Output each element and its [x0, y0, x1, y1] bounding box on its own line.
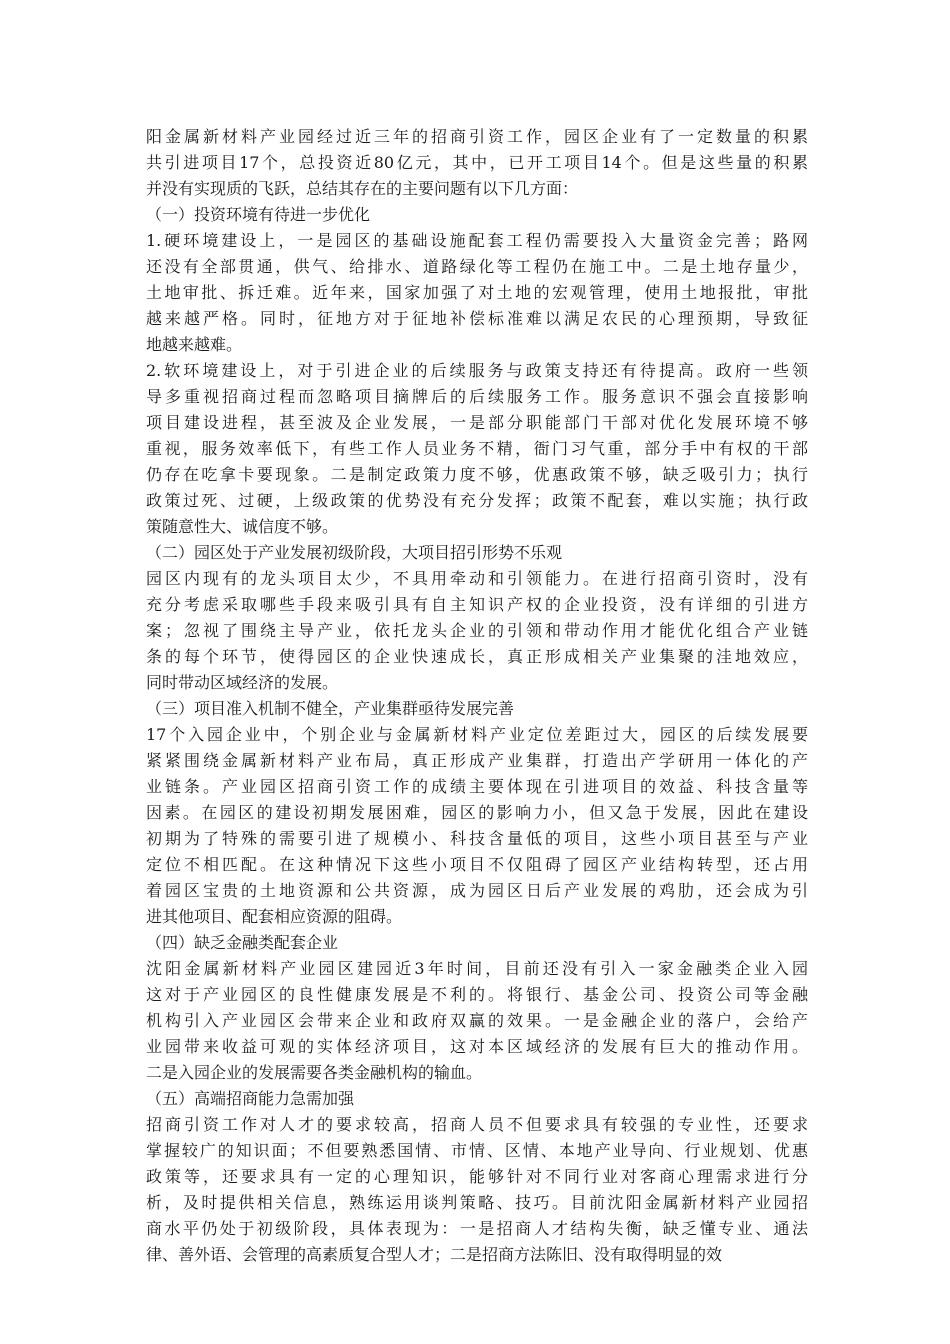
text-line: 律、善外语、会管理的高素质复合型人才；二是招商方法陈旧、没有取得明显的效: [146, 1245, 723, 1264]
text-line: 策随意性大、诚信度不够。: [146, 517, 339, 536]
text-line: 土地审批、拆迁难。近年来，国家加强了对土地的宏观管理，使用土地报批，审批: [146, 283, 808, 302]
text-line: 进其他项目、配套相应资源的阻碍。: [146, 907, 403, 926]
document-body: [146, 124, 808, 1268]
text-line: 案；忽视了围绕主导产业，依托龙头企业的引领和带动作用才能优化组合产业链: [146, 621, 808, 640]
text-line: 17个入园企业中，个别企业与金属新材料产业定位差距过大，园区的后续发展要: [146, 725, 808, 744]
paragraph: [146, 358, 808, 540]
paragraph: [146, 722, 808, 930]
text-line: 仍存在吃拿卡要现象。二是制定政策力度不够，优惠政策不够，缺乏吸引力；执行: [146, 465, 808, 484]
text-line: 商水平仍处于初级阶段，具体表现为：一是招商人才结构失衡，缺乏懂专业、通法: [146, 1219, 808, 1238]
text-line: 地越来越难。: [146, 335, 243, 354]
section-heading: （三）项目准入机制不健全，产业集群亟待发展完善: [146, 699, 515, 718]
text-line: 越来越严格。同时，征地方对于征地补偿标准难以满足农民的心理预期，导致征: [146, 309, 808, 328]
paragraph: [146, 956, 808, 1086]
text-line: 同时带动区域经济的发展。: [146, 673, 339, 692]
text-line: 二是入园企业的发展需要各类金融机构的输血。: [146, 1063, 483, 1082]
text-line: 业链条。产业园区招商引资工作的成绩主要体现在引进项目的效益、科技含量等: [146, 777, 808, 796]
section-heading: （一）投资环境有待进一步优化: [146, 205, 371, 224]
section-heading: （五）高端招商能力急需加强: [146, 1089, 355, 1108]
text-line: 项目建设进程，甚至波及企业发展，一是部分职能部门干部对优化发展环境不够: [146, 413, 808, 432]
text-line: 招商引资工作对人才的要求较高，招商人员不但要求具有较强的专业性，还要求: [146, 1115, 808, 1134]
text-line: 还没有全部贯通，供气、给排水、道路绿化等工程仍在施工中。二是土地存量少，: [146, 257, 808, 276]
text-line: 初期为了特殊的需要引进了规模小、科技含量低的项目，这些小项目甚至与产业: [146, 829, 808, 848]
text-line: 并没有实现质的飞跃，总结其存在的主要问题有以下几方面：: [146, 179, 579, 198]
text-line: 重视，服务效率低下，有些工作人员业务不精，衙门习气重，部分手中有权的干部: [146, 439, 808, 458]
text-line: 共引进项目17个，总投资近80亿元，其中，已开工项目14个。但是这些量的积累: [146, 153, 808, 172]
text-line: 阳金属新材料产业园经过近三年的招商引资工作，园区企业有了一定数量的积累: [146, 127, 808, 146]
text-line: 着园区宝贵的土地资源和公共资源，成为园区日后产业发展的鸡肋，还会成为引: [146, 881, 808, 900]
text-line: 掌握较广的知识面；不但要熟悉国情、市情、区情、本地产业导向、行业规划、优惠: [146, 1141, 808, 1160]
text-line: 条的每个环节，使得园区的企业快速成长，真正形成相关产业集聚的洼地效应，: [146, 647, 808, 666]
text-line: 沈阳金属新材料产业园区建园近3年时间，目前还没有引入一家金融类企业入园: [146, 959, 808, 978]
section-heading: （四）缺乏金融类配套企业: [146, 933, 339, 952]
paragraph: [146, 566, 808, 696]
paragraph: [146, 1112, 808, 1268]
text-line: 导多重视招商过程而忽略项目摘牌后的后续服务工作。服务意识不强会直接影响: [146, 387, 808, 406]
text-line: 2.软环境建设上，对于引进企业的后续服务与政策支持还有待提高。政府一些领: [146, 361, 808, 380]
text-line: 析，及时提供相关信息，熟练运用谈判策略、技巧。目前沈阳金属新材料产业园招: [146, 1193, 808, 1212]
text-line: 这对于产业园区的良性健康发展是不利的。将银行、基金公司、投资公司等金融: [146, 985, 808, 1004]
text-line: 政策过死、过硬，上级政策的优势没有充分发挥；政策不配套，难以实施；执行政: [146, 491, 808, 510]
text-line: 因素。在园区的建设初期发展困难，园区的影响力小，但又急于发展，因此在建设: [146, 803, 808, 822]
text-line: 定位不相匹配。在这种情况下这些小项目不仅阻碍了园区产业结构转型，还占用: [146, 855, 808, 874]
text-line: 业园带来收益可观的实体经济项目，这对本区域经济的发展有巨大的推动作用。: [146, 1037, 808, 1056]
text-line: 园区内现有的龙头项目太少，不具用牵动和引领能力。在进行招商引资时，没有: [146, 569, 808, 588]
paragraph: [146, 124, 808, 202]
text-line: 充分考虑采取哪些手段来吸引具有自主知识产权的企业投资，没有详细的引进方: [146, 595, 808, 614]
section-heading: （二）园区处于产业发展初级阶段，大项目招引形势不乐观: [146, 543, 563, 562]
text-line: 机构引入产业园区会带来企业和政府双赢的效果。一是金融企业的落户，会给产: [146, 1011, 808, 1030]
text-line: 1.硬环境建设上，一是园区的基础设施配套工程仍需要投入大量资金完善；路网: [146, 231, 808, 250]
text-line: 紧紧围绕金属新材料产业布局，真正形成产业集群，打造出产学研用一体化的产: [146, 751, 808, 770]
text-line: 政策等，还要求具有一定的心理知识，能够针对不同行业对客商心理需求进行分: [146, 1167, 808, 1186]
paragraph: [146, 228, 808, 358]
